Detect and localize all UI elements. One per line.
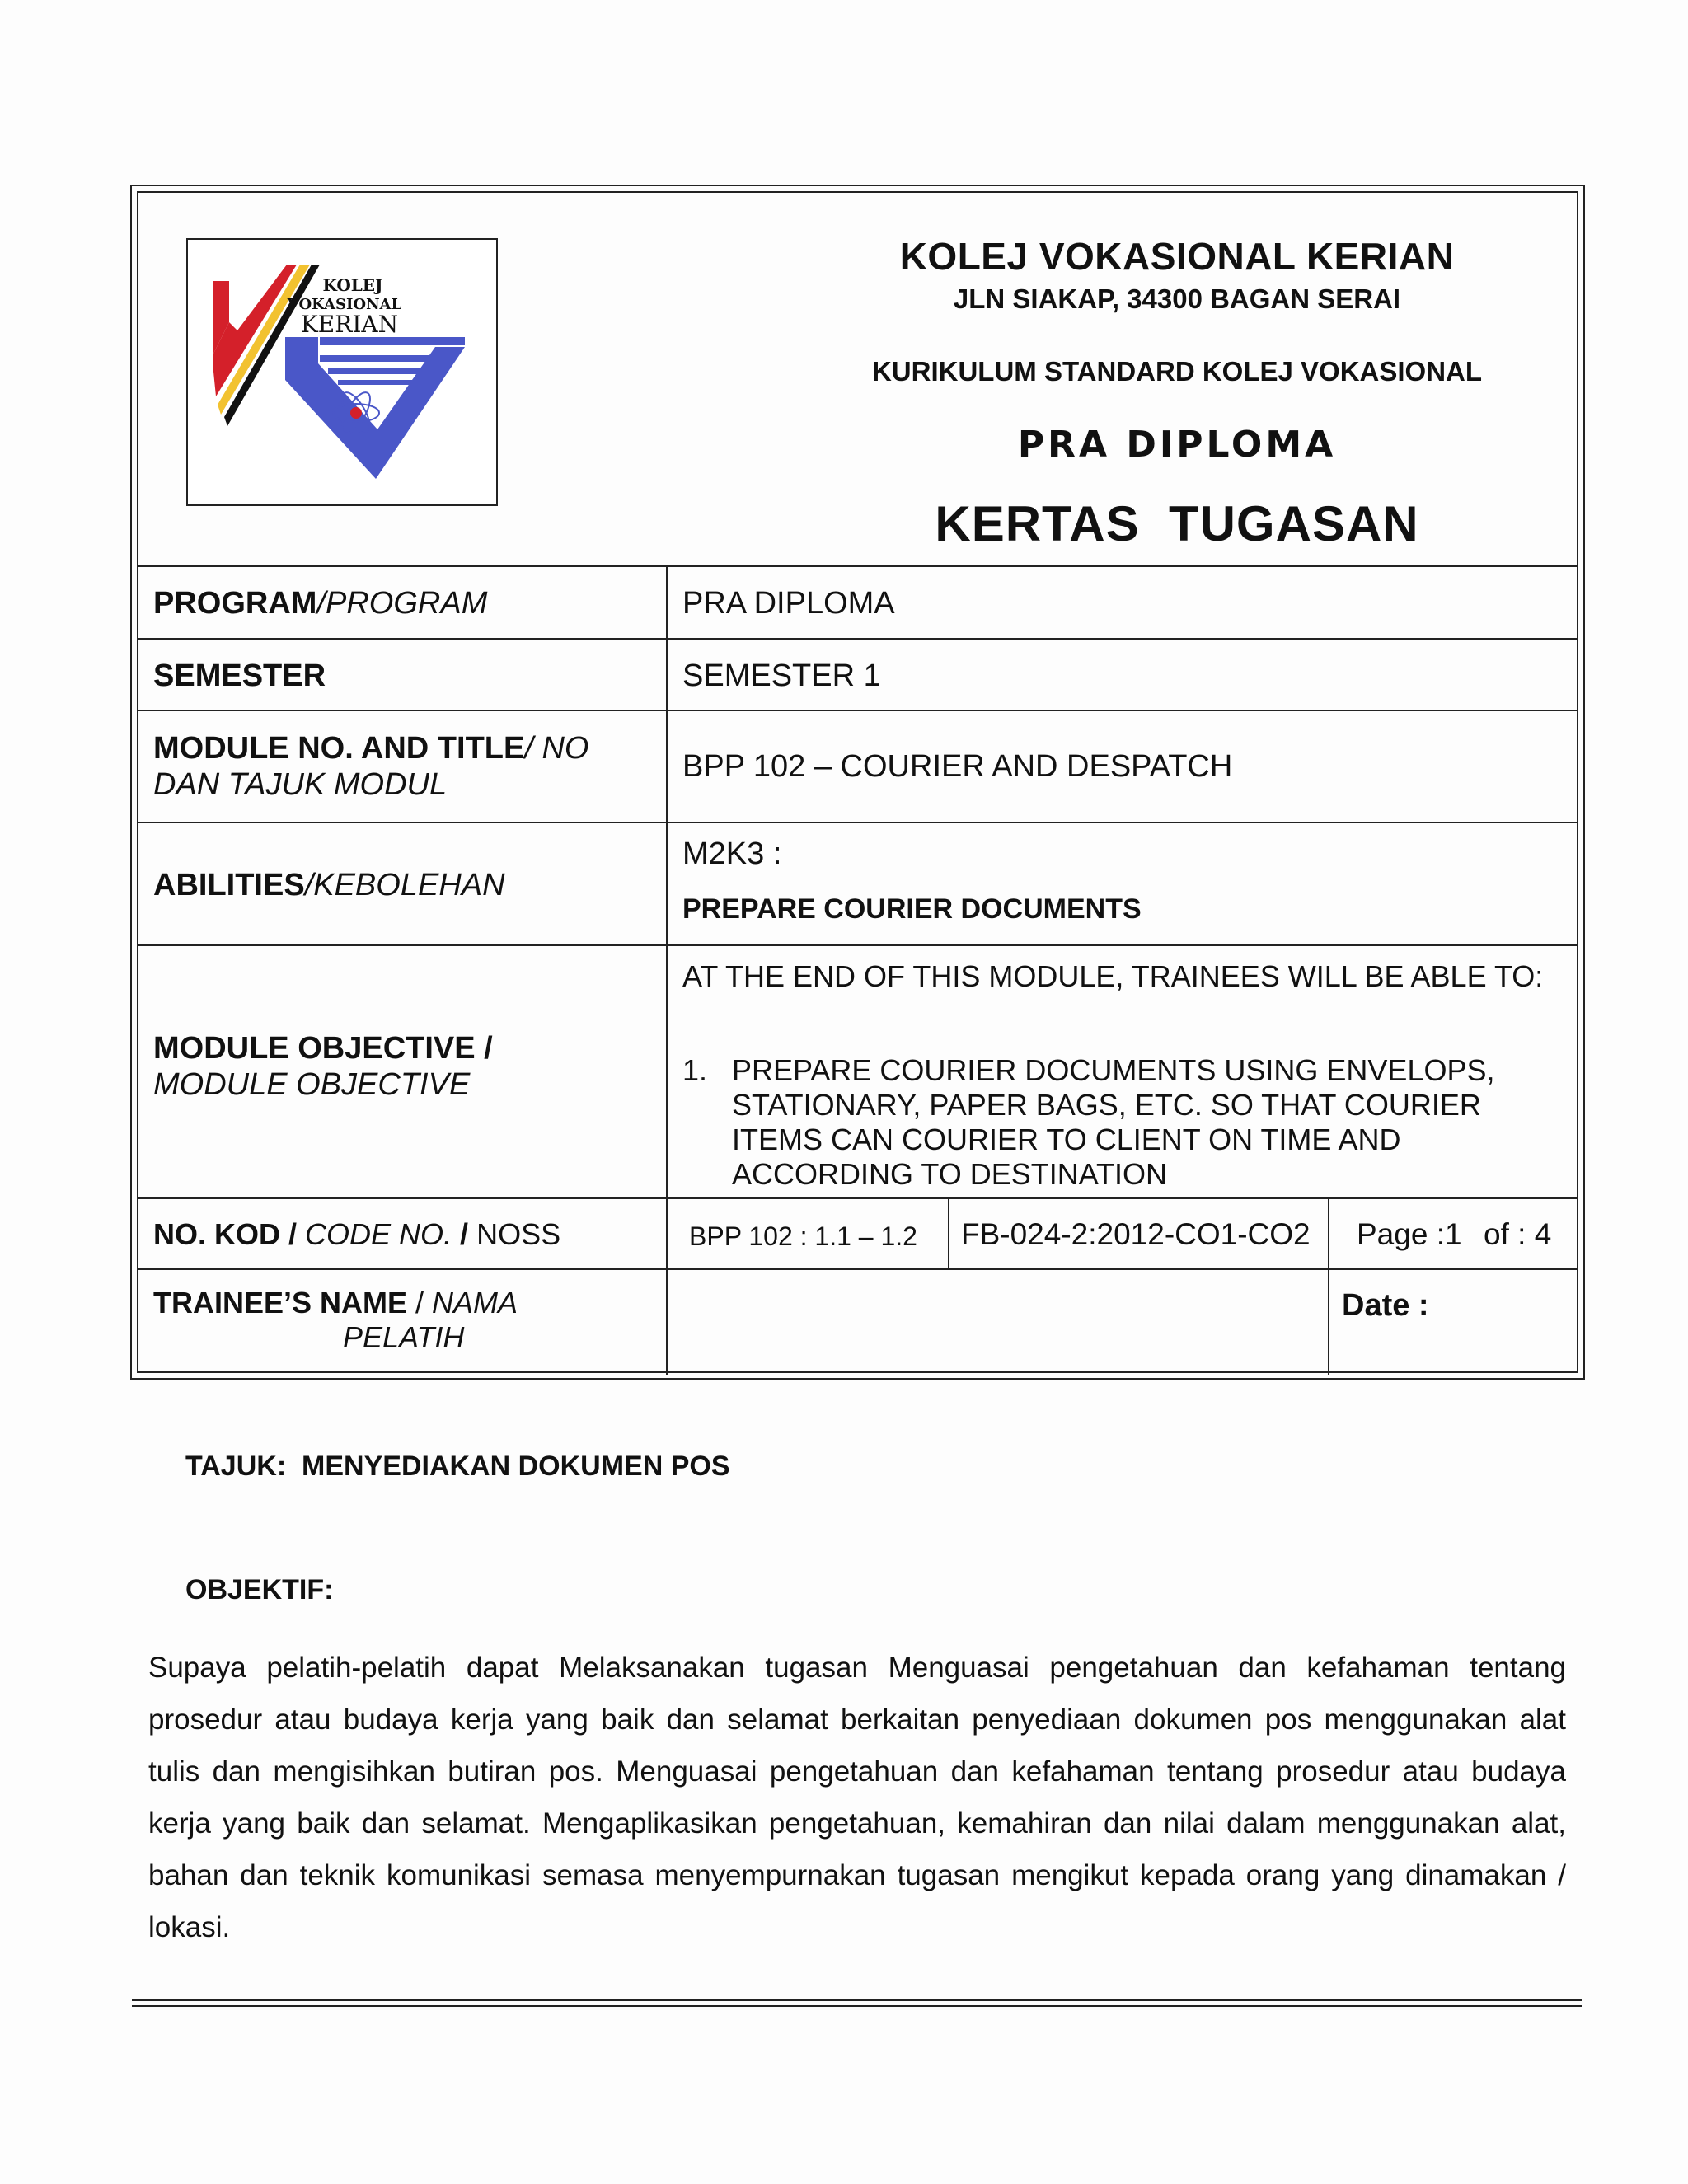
abilities-code: M2K3 :: [682, 837, 782, 871]
objective-item: PREPARE COURIER DOCUMENTS USING ENVELOPS, STATIONARY, PAPER BAGS, ETC. SO THAT COURIER ITEMS CAN COURIER TO CLIENT ON TIME AND ACCORDING TO DESTINATION: [732, 1053, 1495, 1191]
code-label: NO. KOD / CODE NO. / NOSS: [153, 1217, 561, 1251]
college-logo: [188, 240, 496, 504]
header-titles: [765, 223, 1589, 552]
objective-intro: AT THE END OF THIS MODULE, TRAINEES WILL BE ABLE TO:: [682, 959, 1544, 993]
column-divider: [666, 565, 668, 1375]
assignment-topic: TAJUK: MENYEDIAKAN DOKUMEN POS: [185, 1451, 730, 1482]
column-divider: [948, 1197, 950, 1268]
code-value: BPP 102 : 1.1 – 1.2: [689, 1221, 917, 1251]
date-label: Date :: [1342, 1288, 1429, 1323]
objective-label: MODULE OBJECTIVE / MODULE OBJECTIVE: [153, 1031, 493, 1102]
page-total: of : 4: [1484, 1217, 1552, 1251]
row-divider: [138, 1268, 1577, 1270]
row-divider: [138, 710, 1577, 711]
program-label: PROGRAM/PROGRAM: [153, 586, 488, 621]
module-value: BPP 102 – COURIER AND DESPATCH: [682, 749, 1233, 784]
column-divider: [1328, 1197, 1329, 1375]
module-label: MODULE NO. AND TITLE/ NO DAN TAJUK MODUL: [153, 731, 589, 802]
abilities-label: ABILITIES/KEBOLEHAN: [153, 868, 505, 902]
trainee-label: TRAINEE’S NAME / NAMA PELATIH: [153, 1286, 518, 1354]
abilities-title: PREPARE COURIER DOCUMENTS: [682, 893, 1142, 925]
curriculum-name: KURIKULUM STANDARD KOLEJ VOKASIONAL: [871, 356, 1483, 387]
objective-item-number: 1.: [682, 1053, 708, 1087]
semester-value: SEMESTER 1: [682, 658, 881, 693]
form-code: FB-024-2:2012-CO1-CO2: [961, 1217, 1311, 1251]
assignment-header-table: [130, 185, 1585, 1380]
row-divider: [138, 822, 1577, 823]
page-number: Page :1: [1357, 1217, 1462, 1251]
document-title: KERTAS TUGASAN: [935, 496, 1419, 551]
logo-line3: KERIAN: [300, 311, 399, 338]
row-divider: [138, 1197, 1577, 1199]
college-logo-box: [186, 238, 498, 506]
row-divider: [138, 638, 1577, 640]
program-value: PRA DIPLOMA: [682, 586, 895, 621]
row-divider: [138, 944, 1577, 946]
objective-paragraph: Supaya pelatih-pelatih dapat Melaksanakan tugasan Menguasai pengetahuan dan kefahaman tentang prosedur atau budaya kerja yang baik dan selamat berkaitan penyediaan dokumen pos menggunakan alat tulis dan mengisihkan butiran pos. Menguasai pengetahuan dan kefahaman tentang prosedur atau budaya kerja yang baik dan selamat. Mengaplikasikan pengetahuan, kemahiran dan nilai dalam menggunakan alat, bahan dan teknik komunikasi semasa menyempurnakan tugasan mengikut kepada orang yang dinamakan / lokasi.: [148, 1652, 1566, 1943]
row-divider: [138, 565, 1577, 567]
objective-heading: OBJEKTIF:: [185, 1574, 334, 1605]
bottom-double-rule: [132, 1999, 1582, 2007]
logo-line2: VOKASIONAL: [287, 296, 402, 313]
college-address: JLN SIAKAP, 34300 BAGAN SERAI: [953, 284, 1401, 314]
logo-line1: KOLEJ: [322, 275, 383, 295]
table-inner-border: [137, 191, 1578, 1373]
semester-label: SEMESTER: [153, 658, 326, 693]
program-banner: PRA DIPLOMA: [1017, 424, 1337, 466]
college-name: KOLEJ VOKASIONAL KERIAN: [899, 235, 1455, 278]
